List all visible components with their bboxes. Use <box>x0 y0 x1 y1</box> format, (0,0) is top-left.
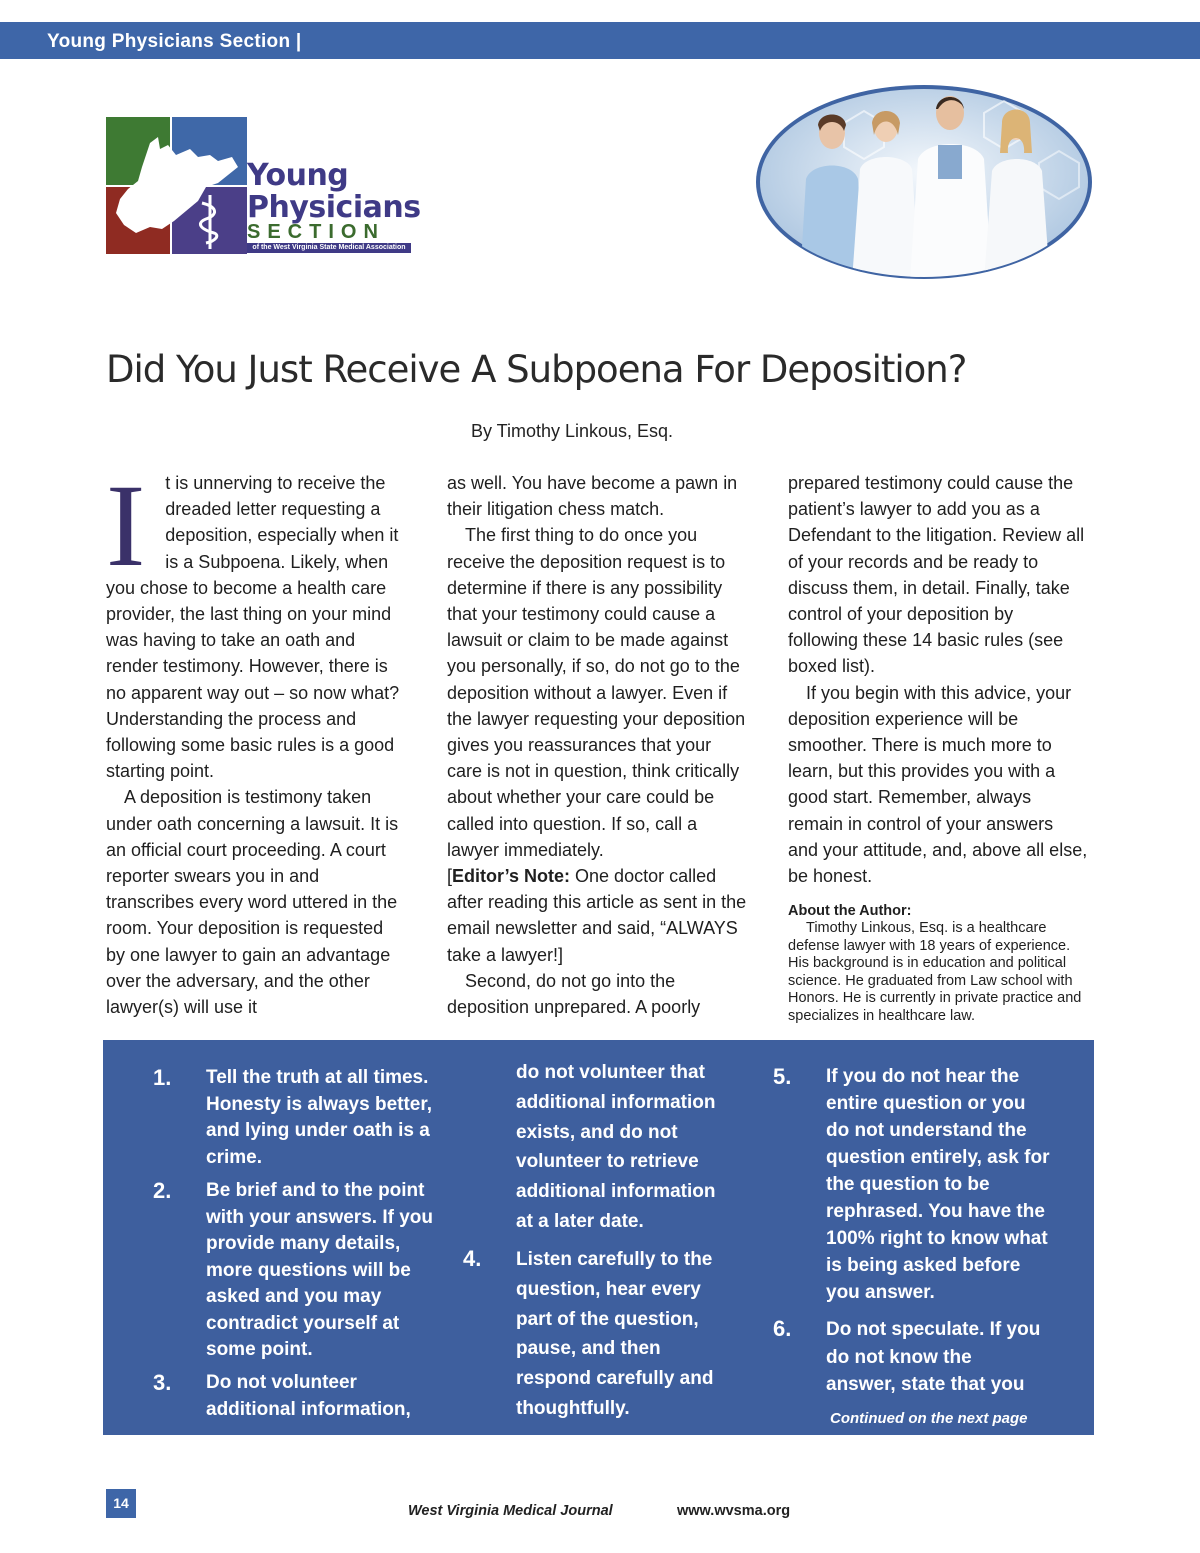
rule-number: 3. <box>153 1370 172 1395</box>
drop-cap: I <box>106 460 146 591</box>
article-column-3 <box>788 470 1088 1025</box>
col3-paragraph-2: If you begin with this advice, your deposition experience will be smoother. There is much more to learn, but this provides you with a good start. Remember, always remain in control of your answers and your attitude, and, above all else, be honest. <box>788 682 1088 887</box>
logo-section-text: SECTION <box>247 221 385 243</box>
rule-text: Do not volunteer additional information, <box>206 1372 411 1420</box>
young-physicians-logo <box>106 117 421 254</box>
continued-next-page: Continued on the next page <box>830 1410 1028 1427</box>
col1-intro-paragraph: t is unnerving to receive the dreaded letter requesting a deposition, especially when it is a Subpoena. Likely, when you chose to become a health care provider, the last thing on your mind was having to take an oath and render testimony. However, there is no apparent way out – so now what? Understanding the process and following some basic rules is a good starting point. <box>106 473 400 782</box>
section-label: Young Physicians Section | <box>47 31 302 52</box>
rule-text: Listen carefully to the question, hear every part of the question, pause, and then respond carefully and thoughtfully. <box>516 1249 714 1419</box>
rule-text-continued: do not volunteer that additional information exists, and do not volunteer to retrieve additional information at a later date. <box>516 1062 716 1232</box>
rule-number: 5. <box>773 1064 792 1089</box>
logo-mark <box>106 117 247 254</box>
col2-paragraph-1: as well. You have become a pawn in their litigation chess match. <box>447 473 738 520</box>
article-byline: By Timothy Linkous, Esq. <box>470 421 674 441</box>
logo-young-text: Young <box>247 158 349 193</box>
page-number: 14 <box>106 1489 136 1518</box>
section-header-bar <box>0 22 1200 59</box>
doctors-photo <box>754 83 1094 281</box>
col2-paragraph-4: Second, do not go into the deposition unprepared. A poorly <box>447 970 701 1018</box>
footer-journal-name: West Virginia Medical Journal <box>408 1503 613 1519</box>
logo-association-text: of the West Virginia State Medical Association <box>247 243 411 253</box>
rule-text: Do not speculate. If you do not know the answer, state that you <box>826 1319 1041 1395</box>
footer-url[interactable]: www.wvsma.org <box>677 1503 791 1519</box>
article-title: Did You Just Receive A Subpoena For Deposition? <box>106 348 967 391</box>
about-author-text: Timothy Linkous, Esq. is a healthcare defense lawyer with 18 years of experience. His background is in education and political science. He graduated from Law school with Honors. He is currently in private practice and specializes in healthcare law. <box>788 920 1082 1024</box>
editors-note-text: One doctor called after reading this article as sent in the email newsletter and said, “ALWAYS take a lawyer!] <box>447 866 747 965</box>
rule-text: Be brief and to the point with your answers. If you provide many details, more questions will be asked and you may contradict yourself at some point. <box>206 1180 433 1360</box>
about-author-heading: About the Author: <box>788 903 912 920</box>
rule-number: 2. <box>153 1178 172 1203</box>
rule-text: If you do not hear the entire question or you do not understand the question entirely, ask for the question to be rephrased. You have the 100% right to know what is being asked before you answer. <box>826 1066 1050 1303</box>
rule-number: 6. <box>773 1316 792 1341</box>
rule-number: 4. <box>463 1246 482 1271</box>
col3-paragraph-1: prepared testimony could cause the patient’s lawyer to add you as a Defendant to the litigation. Review all of your records and be ready to discuss them, in detail. Finally, take control of your deposition by following these 14 basic rules (see boxed list). <box>788 473 1085 677</box>
deposition-rules-box <box>103 1040 1094 1435</box>
logo-physicians-text: Physicians <box>247 190 421 225</box>
article-column-1 <box>106 460 406 1020</box>
editors-note-label: Editor’s Note: <box>452 866 571 887</box>
article-column-2 <box>447 470 747 1020</box>
editors-note <box>447 863 747 968</box>
rule-text: Tell the truth at all times. Honesty is always better, and lying under oath is a crime. <box>206 1067 432 1168</box>
rule-number: 1. <box>153 1065 172 1090</box>
col2-paragraph-2: The first thing to do once you receive the deposition request is to determine if there is any possibility that your testimony could cause a lawsuit or claim to be made against you personally, if so, do not go to the deposition without a lawyer. Even if the lawyer requesting your deposition gives you reassurances that your care is not in question, think critically about whether your care could be called into question. If so, call a lawyer immediately. <box>447 525 746 860</box>
col1-paragraph-2: A deposition is testimony taken under oath concerning a lawsuit. It is an official court proceeding. A court reporter swears you in and transcribes every word uttered in the room. Your deposition is requested by one lawyer to gain an advantage over the adversary, and the other lawyer(s) will use it <box>106 787 399 1018</box>
editors-note-bracket: [ <box>447 866 453 887</box>
